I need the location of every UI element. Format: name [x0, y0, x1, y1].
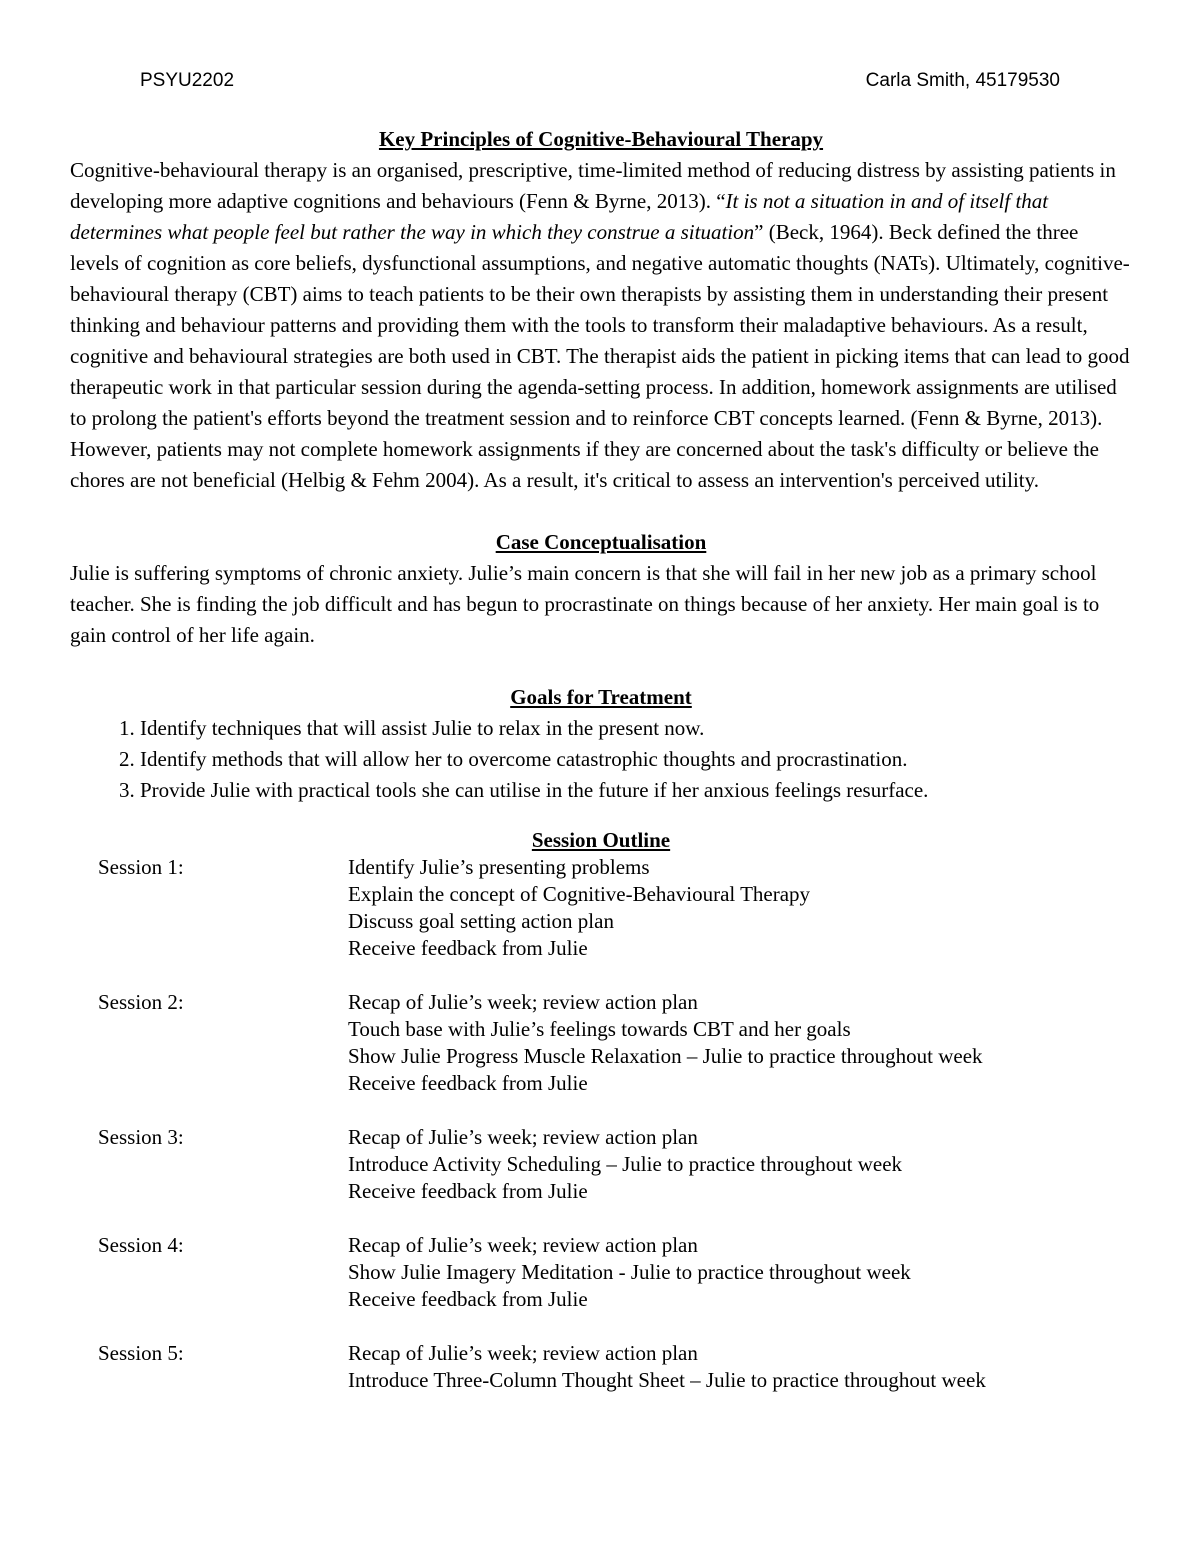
- session-item: Receive feedback from Julie: [348, 936, 588, 960]
- session-1: [98, 854, 1132, 962]
- session-item: Receive feedback from Julie: [348, 1071, 588, 1095]
- session-item: Receive feedback from Julie: [348, 1179, 588, 1203]
- beck-quote: It is not a situation in and of itself that determines what people feel but rather the way in which they construe a situation: [70, 189, 1049, 244]
- session-label: Session 4:: [98, 1233, 184, 1257]
- goals-list: [70, 713, 1132, 806]
- session-item: Show Julie Imagery Meditation - Julie to practice throughout week: [348, 1260, 911, 1284]
- session-items: [348, 1124, 902, 1205]
- session-item: Discuss goal setting action plan: [348, 909, 614, 933]
- session-item: Introduce Three-Column Thought Sheet – Julie to practice throughout week: [348, 1368, 986, 1392]
- cbt-text-part-2: ” (Beck, 1964). Beck defined the three levels of cognition as core beliefs, dysfunctional assumptions, and negative automatic thoughts (NATs). Ultimately, cognitive-behavioural therapy (CBT) aims to teach patients to be their own therapists by assisting them in understanding their present thinking and behaviour patterns and providing them with the tools to transform their maladaptive behaviours. As a result, cognitive and behavioural strategies are both used in CBT. The therapist aids the patient in picking items that can lead to good therapeutic work in that particular session during the agenda-setting process. In addition, homework assignments are utilised to prolong the patient's efforts beyond the treatment session and to reinforce CBT concepts learned. (Fenn & Byrne, 2013). However, patients may not complete homework assignments if they are concerned about the task's difficulty or believe the chores are not beneficial (Helbig & Fehm 2004). As a result, it's critical to assess an intervention's perceived utility.: [70, 220, 1130, 492]
- session-outline: [98, 854, 1132, 1394]
- session-item: Introduce Activity Scheduling – Julie to practice throughout week: [348, 1152, 903, 1176]
- page-header: [140, 70, 1060, 100]
- session-label: Session 2:: [98, 990, 184, 1014]
- session-3: [98, 1124, 1132, 1205]
- author-name-id: Carla Smith, 45179530: [865, 70, 1060, 91]
- session-label: Session 1:: [98, 855, 184, 879]
- session-item: Recap of Julie’s week; review action plan: [348, 1125, 698, 1149]
- session-item: Touch base with Julie’s feelings towards CBT and her goals: [348, 1017, 851, 1041]
- section-heading-sessions: Session Outline: [531, 828, 671, 852]
- goal-item: 2. Identify methods that will allow her to overcome catastrophic thoughts and procrastination.: [140, 744, 1132, 775]
- course-code: PSYU2202: [140, 70, 235, 91]
- session-item: Recap of Julie’s week; review action plan: [348, 1341, 698, 1365]
- session-4: [98, 1232, 1132, 1313]
- session-label: Session 3:: [98, 1125, 184, 1149]
- section-heading-cbt: Key Principles of Cognitive-Behavioural Therapy: [378, 127, 824, 151]
- case-paragraph: Julie is suffering symptoms of chronic anxiety. Julie’s main concern is that she will fail in her new job as a primary school teacher. She is finding the job difficult and has begun to procrastinate on things because of her anxiety. Her main goal is to gain control of her life again.: [70, 561, 1100, 647]
- session-item: Recap of Julie’s week; review action plan: [348, 1233, 698, 1257]
- goal-item: 1. Identify techniques that will assist Julie to relax in the present now.: [140, 713, 1132, 744]
- session-item: Identify Julie’s presenting problems: [348, 855, 650, 879]
- section-heading-goals: Goals for Treatment: [510, 685, 692, 709]
- session-items: [348, 1340, 986, 1394]
- cbt-paragraph: [70, 155, 1132, 496]
- goal-item: 3. Provide Julie with practical tools she can utilise in the future if her anxious feelings resurface.: [140, 775, 1132, 806]
- session-item: Recap of Julie’s week; review action plan: [348, 990, 698, 1014]
- cbt-text-part-1: Cognitive-behavioural therapy is an organised, prescriptive, time-limited method of reducing distress by assisting patients in developing more adaptive cognitions and behaviours (Fenn & Byrne, 2013). “: [70, 158, 1116, 213]
- session-items: [348, 854, 810, 962]
- session-item: Explain the concept of Cognitive-Behavioural Therapy: [348, 882, 811, 906]
- section-heading-case: Case Conceptualisation: [495, 530, 707, 554]
- session-items: [348, 989, 983, 1097]
- session-item: Receive feedback from Julie: [348, 1287, 588, 1311]
- document-body: [70, 124, 1132, 1421]
- session-items: [348, 1232, 911, 1313]
- session-5: [98, 1340, 1132, 1394]
- session-2: [98, 989, 1132, 1097]
- session-item: Show Julie Progress Muscle Relaxation – Julie to practice throughout week: [348, 1044, 983, 1068]
- session-label: Session 5:: [98, 1341, 184, 1365]
